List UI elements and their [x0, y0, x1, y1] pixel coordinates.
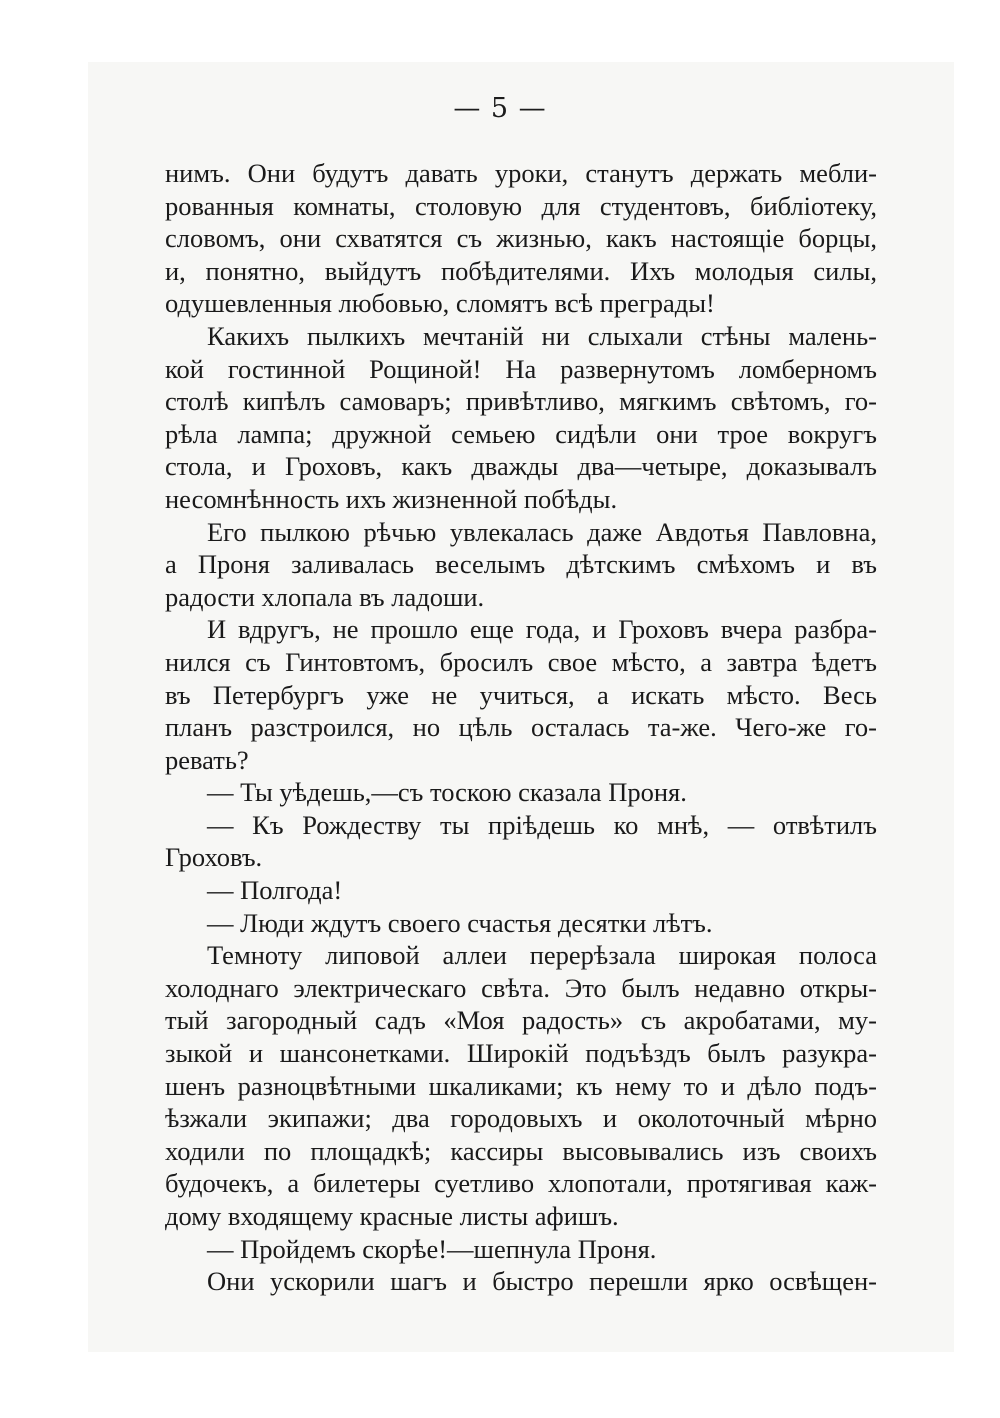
- text-line: холоднаго электрическаго свѣта. Это былъ недавно откры-: [165, 972, 877, 1003]
- text-line: дому входящему красные листы афишъ.: [165, 1201, 619, 1231]
- text-line: — Къ Рождеству ты пріѣдешь ко мнѣ, — отвѣтилъ: [207, 809, 877, 840]
- text-line: ѣзжали экипажи; два городовыхъ и околоточный мѣрно: [165, 1103, 877, 1134]
- text-line: столѣ кипѣлъ самоваръ; привѣтливо, мягкимъ свѣтомъ, го-: [165, 386, 877, 417]
- text-line: рѣла лампа; дружной семьею сидѣли они трое вокругъ: [165, 418, 877, 449]
- text-line: Гроховъ.: [165, 842, 263, 873]
- text-line: — Ты уѣдешь,—съ тоскою сказала Проня.: [207, 777, 687, 808]
- text-line: кой гостинной Рощиной! На развернутомъ ломберномъ: [165, 353, 877, 384]
- text-line: Какихъ пылкихъ мечтаній ни слыхали стѣны малень-: [207, 320, 877, 351]
- text-line: — Пройдемъ скорѣе!—шепнула Проня.: [207, 1233, 657, 1264]
- text-line: несомнѣнность ихъ жизненной побѣды.: [165, 483, 618, 514]
- text-line: — Люди ждутъ своего счастья десятки лѣтъ.: [207, 907, 713, 938]
- text-line: зыкой и шансонетками. Широкій подъѣздъ былъ разукра-: [165, 1038, 877, 1069]
- text-line: одушевленныя любовью, сломятъ всѣ преграды!: [165, 288, 715, 319]
- text-line: будочекъ, а билетеры суетливо хлопотали, протягивая каж-: [165, 1168, 877, 1199]
- text-line: стола, и Гроховъ, какъ дважды два—четыре, доказывалъ: [165, 451, 877, 482]
- text-line: и, понятно, выйдутъ побѣдителями. Ихъ молодыя силы,: [165, 255, 877, 286]
- text-line: — Полгода!: [207, 875, 343, 906]
- text-line: планъ разстроился, но цѣль осталась та-же. Чего-же го-: [165, 712, 877, 743]
- text-line: шенъ разноцвѣтными шкаликами; къ нему то и дѣло подъ-: [165, 1070, 877, 1101]
- text-line: тый загородный садъ «Моя радость» съ акробатами, му-: [165, 1005, 877, 1036]
- text-line: Его пылкою рѣчью увлекалась даже Авдотья Павловна,: [207, 516, 877, 547]
- body-text: [165, 157, 877, 1298]
- text-line: словомъ, они схватятся съ жизнью, какъ настоящіе борцы,: [165, 223, 877, 254]
- text-line: а Проня заливалась веселымъ дѣтскимъ смѣхомъ и въ: [165, 549, 877, 580]
- text-line: радости хлопала въ ладоши.: [165, 581, 485, 612]
- text-line: рованныя комнаты, столовую для студентовъ, библіотеку,: [165, 190, 877, 221]
- text-line: въ Петербургъ уже не учиться, а искать мѣсто. Весь: [165, 679, 877, 710]
- text-line: Они ускорили шагъ и быстро перешли ярко освѣщен-: [207, 1266, 877, 1297]
- text-line: Темноту липовой аллеи перерѣзала широкая полоса: [207, 940, 877, 971]
- text-line: И вдругъ, не прошло еще года, и Гроховъ вчера разбра-: [207, 614, 877, 645]
- text-line: нимъ. Они будутъ давать уроки, станутъ держать мебли-: [165, 158, 877, 188]
- text-line: нился съ Гинтовтомъ, бросилъ свое мѣсто, а завтра ѣдетъ: [165, 646, 877, 677]
- text-line: ревать?: [165, 744, 249, 775]
- text-line: ходили по площадкѣ; кассиры высовывались изъ своихъ: [165, 1135, 877, 1166]
- page-number: — 5 —: [453, 93, 547, 124]
